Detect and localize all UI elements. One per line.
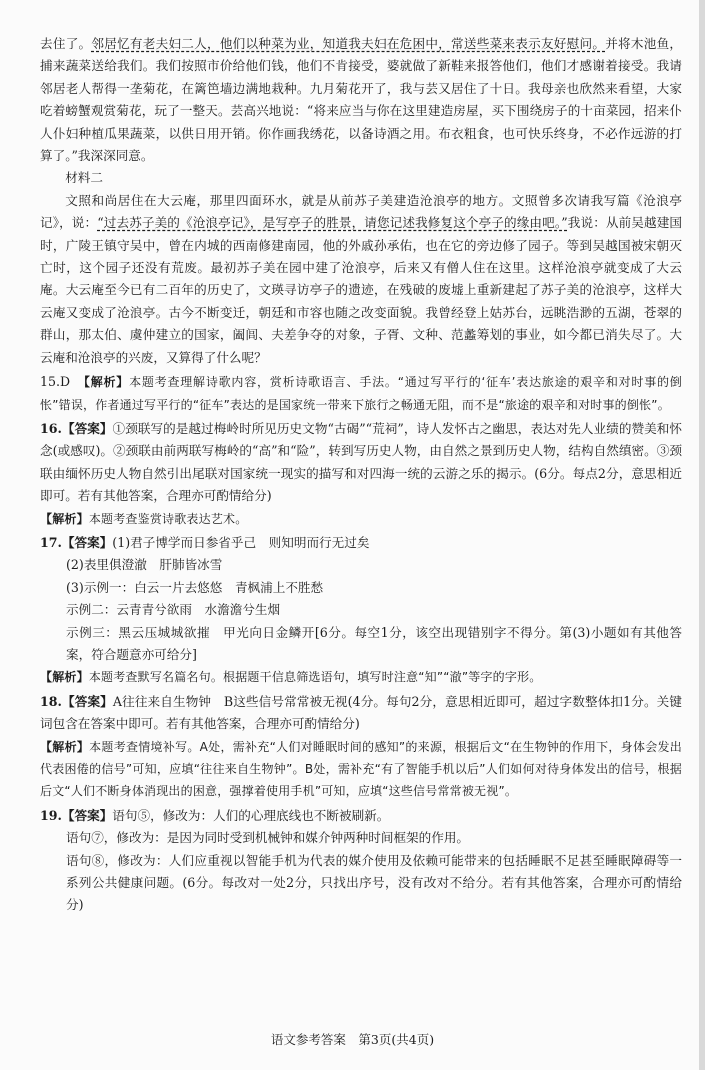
q18-number: 18. bbox=[40, 693, 62, 709]
q15-analysis-tag: 【解析】 bbox=[83, 375, 130, 390]
q18-answer: A往往来自生物钟 B这些信号常常被无视(4分。每句2分，意思相近即可，超过字数整体扣1分。关键词包含在答案中即可。若有其他答案，合理亦可酌情给分) bbox=[40, 693, 682, 732]
q16-analysis-tag: 【解析】 bbox=[40, 511, 89, 526]
q15-answer: D bbox=[60, 374, 71, 390]
page-edge bbox=[699, 0, 705, 1070]
passage1-underlined: 邻居忆有老夫妇二人，他们以种菜为业，知道我夫妇在危困中，常送些菜来表示友好慰问。 bbox=[91, 36, 606, 51]
material-heading: 材料二 bbox=[65, 170, 103, 186]
q18-analysis-tag: 【解析】 bbox=[40, 739, 90, 754]
q18-analysis-line bbox=[40, 736, 682, 803]
page-footer: 语文参考答案 第3页(共4页) bbox=[270, 1032, 435, 1047]
q17-answer-3: (3)示例一：白云一片去悠悠 青枫浦上不胜愁 bbox=[66, 579, 324, 595]
q17-example-3: 示例三：黑云压城城欲摧 甲光向日金鳞开[6分。每空1分，该空出现错别字不得分。第(3)小题如有其他答案，符合题意亦可给分] bbox=[66, 624, 682, 662]
question-18 bbox=[40, 691, 682, 736]
q19-answer-tag: 【答案】 bbox=[61, 807, 113, 823]
q16-answer: ①颈联写的是越过梅岭时所见历史文物“古碣”“荒祠”，诗人发怀古之幽思，表达对先人业绩的赞美和怀念(或感叹)。②颈联由前两联写梅岭的“高”和“险”，转到写历史人物，由自然之景到历史人物，结构自然缜密。③颈联由缅怀历史人物自然引出尾联对国家统一现实的描写和对四海一统的云游之乐的揭示。(6分。每点2分，意思相近即可。若有其他答案，合理亦可酌情给分) bbox=[40, 420, 682, 504]
q18-answer-tag: 【答案】 bbox=[61, 693, 113, 709]
q17-answer-2: (2)表里俱澄澈 肝肺皆冰雪 bbox=[66, 557, 223, 573]
q15-analysis: 本题考查理解诗歌内容，赏析诗歌语言、手法。“通过写平行的‘征车’表达旅途的艰辛和对时事的倒怅”错误，作者通过写平行的“征车”表达的是国家统一带来下旅行之畅通无阻，而不是“旅途的艰辛和对时事的倒怅”。 bbox=[40, 375, 682, 412]
q17-analysis-tag: 【解析】 bbox=[40, 670, 89, 685]
passage1-text: 去住了。 bbox=[40, 36, 92, 51]
question-17 bbox=[40, 532, 682, 554]
q17-answer-tag: 【答案】 bbox=[61, 534, 113, 550]
q16-number: 16. bbox=[40, 420, 62, 436]
q16-answer-tag: 【答案】 bbox=[61, 420, 113, 436]
q15-number: 15. bbox=[40, 374, 61, 390]
passage2-paragraph bbox=[40, 190, 682, 369]
q19-answer-2: 语句⑦，修改为：是因为同时受到机械钟和媒介钟两种时间框架的作用。 bbox=[66, 830, 469, 846]
passage2-text-continued: 我说：从前吴越建国时，广陵王镇守吴中，曾在内城的西南修建南园，他的外戚孙承佑，也在它的旁边修了园子。等到吴越国被宋朝灭亡时，这个园子还没有荒废。最初苏子美在园中建了沧浪亭，后来又有僧人住在这里。这样沧浪亭就变成了大云庵。大云庵至今已有二百年的历史了，文瑛寻访亭子的遗迹，在残破的废墟上重新建起了苏子美的沧浪亭，这样大云庵又变成了沧浪亭。古今不断变迁，朝廷和市容也随之改变面貌。我曾经登上姑苏台，远眺浩渺的五湖，苍翠的群山，那太伯、虞仲建立的国家，阖闾、夫差争夺的对象，子胥、文种、范蠡筹划的事业，如今都已消失尽了。大云庵和沧浪亭的兴废，又算得了什么呢？ bbox=[40, 215, 683, 365]
q16-analysis-line bbox=[40, 508, 682, 530]
q19-number: 19. bbox=[40, 807, 62, 823]
q16-analysis: 本题考查鉴赏诗歌表达艺术。 bbox=[88, 511, 248, 526]
q17-number: 17. bbox=[40, 534, 62, 550]
passage1-text-continued: 并将木池鱼，捕来蔬菜送给我们。我们按照市价给他们钱，他们不肯接受，婆就做了新鞋来报答他们，他们才感谢着接受。我请邻居老人帮得一垄菊花，在篱笆墙边满地栽种。九月菊花开了，我与芸又居住了十日。我母亲也欣然来看望，大家吃着螃蟹观赏菊花，玩了一整天。芸高兴地说：“将来应当与你在这里建造房屋，买下围绕房子的十亩菜园，招来仆人仆妇种植瓜果蔬菜，以供日用开销。你作画我绣花，以备诗酒之用。布衣粗食，也可快乐终身，不必作远游的打算了。”我深深同意。 bbox=[40, 36, 683, 164]
q18-analysis: 本题考查情境补写。A处，需补充“人们对睡眠时间的感知”的来源，根据后文“在生物钟的作用下，身体会发出代表困倦的信号”可知，应填“往往来自生物钟”。B处，需补充“有了智能手机以后”人们如何对待身体发出的信号，根据后文“人们不断身体消现出的困意，强撑着使用手机”可知，应填“这些信号常常被无视”。 bbox=[40, 739, 682, 799]
question-16 bbox=[40, 418, 682, 508]
passage1-paragraph bbox=[40, 33, 682, 167]
q17-analysis: 本题考查默写名篇名句。根据题干信息筛选语句，填写时注意“知”“澈”等字的字形。 bbox=[88, 670, 542, 685]
passage2-text: 文照和尚居住在大云庵，那里四面环水，就是从前苏子美建造沧浪亭的地方。文照曾多次请我写篇《沧浪亭记》，说： bbox=[40, 192, 682, 231]
question-15 bbox=[40, 371, 682, 416]
q17-answer-1: (1)君子博学而日参省乎己 则知明而行无过矣 bbox=[112, 534, 370, 550]
question-19 bbox=[40, 805, 682, 827]
page-content bbox=[40, 33, 682, 917]
q19-answer-1: 语句⑤，修改为：人们的心理底线也不断被刷新。 bbox=[112, 807, 390, 823]
passage2-underlined: “过去苏子美的《沧浪亭记》，是写亭子的胜景，请您记述我修复这个亭子的缘由吧。” bbox=[97, 215, 568, 231]
q19-answer-3: 语句⑧，修改为：人们应重视以智能手机为代表的媒介使用及依赖可能带来的包括睡眠不足甚至睡眠障碍等一系列公共健康问题。(6分。每改对一处2分，只找出序号，没有改对不给分。若有其他答案，合理亦可酌情给分) bbox=[66, 852, 682, 913]
q17-analysis-line bbox=[40, 666, 682, 688]
q17-example-2: 示例二：云青青兮欲雨 水澹澹兮生烟 bbox=[66, 602, 281, 618]
